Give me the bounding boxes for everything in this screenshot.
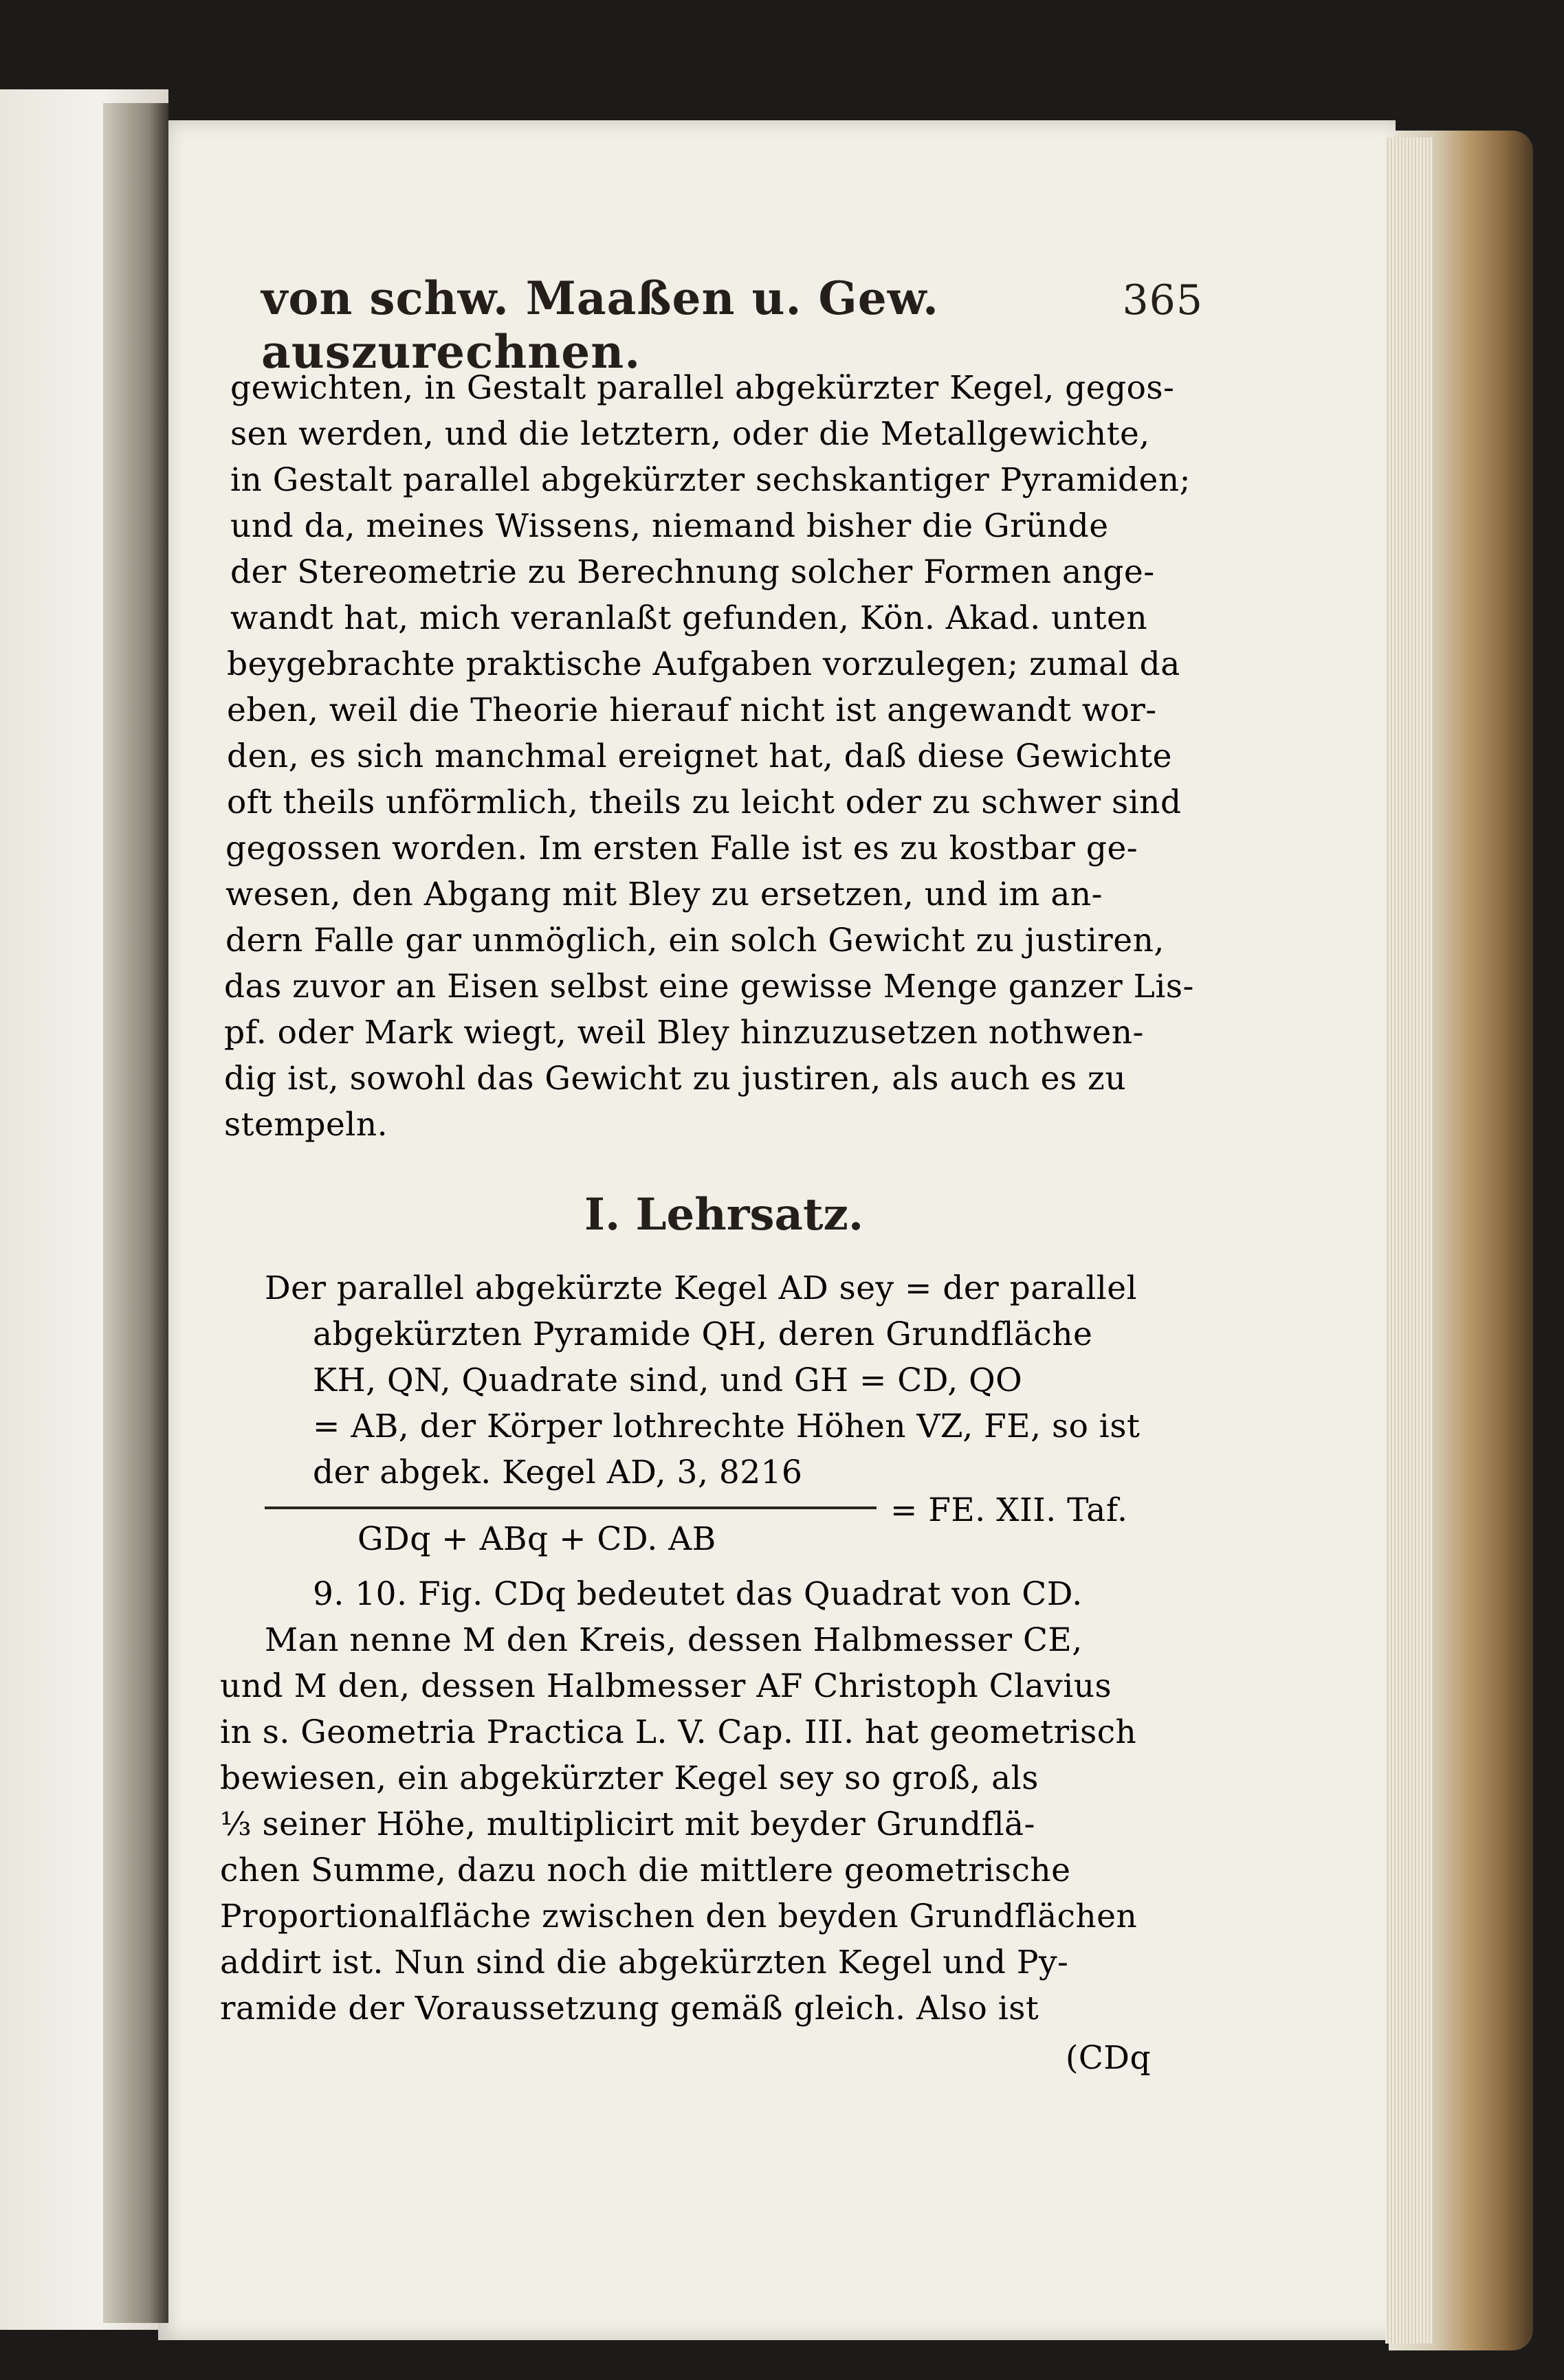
text-line: und da, meines Wissens, niemand bisher die Gründe: [230, 507, 1109, 545]
text-line: und M den, dessen Halbmesser AF Christoph Clavius: [220, 1667, 1112, 1705]
text-line: bewiesen, ein abgekürzter Kegel sey so groß, als: [220, 1759, 1039, 1797]
catchword: (CDq: [1066, 2039, 1152, 2077]
text-line: gegossen worden. Im ersten Falle ist es zu kostbar ge-: [225, 830, 1138, 867]
text-line: wesen, den Abgang mit Bley zu ersetzen, und im an-: [225, 876, 1103, 913]
text-line: in s. Geometria Practica L. V. Cap. III. hat geometrisch: [220, 1713, 1137, 1751]
text-line: eben, weil die Theorie hierauf nicht ist angewandt wor-: [227, 691, 1157, 729]
text-line: den, es sich manchmal ereignet hat, daß diese Gewichte: [227, 737, 1172, 775]
text-line: wandt hat, mich veranlaßt gefunden, Kön. Akad. unten: [230, 599, 1148, 637]
text-line: dig ist, sowohl das Gewicht zu justiren, als auch es zu: [224, 1060, 1127, 1098]
page-number: 365: [1122, 276, 1203, 324]
theorem-line: der abgek. Kegel AD, 3, 8216: [313, 1454, 803, 1491]
theorem-line: = AB, der Körper lothrechte Höhen VZ, FE, so ist: [313, 1408, 1141, 1445]
text-line: gewichten, in Gestalt parallel abgekürzter Kegel, gegos-: [230, 369, 1175, 407]
text-line: in Gestalt parallel abgekürzter sechskantiger Pyramiden;: [230, 461, 1191, 499]
page-edges: [1385, 137, 1433, 2344]
text-line: dern Falle gar unmöglich, ein solch Gewicht zu justiren,: [225, 922, 1165, 959]
theorem-title: I. Lehrsatz.: [584, 1189, 864, 1241]
fraction-denominator: GDq + ABq + CD. AB: [357, 1520, 716, 1558]
text-line: addirt ist. Nun sind die abgekürzten Kegel und Py-: [220, 1944, 1069, 1981]
gutter-shadow: [103, 103, 168, 2323]
text-line: oft theils unförmlich, theils zu leicht oder zu schwer sind: [227, 783, 1182, 821]
text-line: pf. oder Mark wiegt, weil Bley hinzuzusetzen nothwen-: [224, 1014, 1144, 1052]
text-line: chen Summe, dazu noch die mittlere geometrische: [220, 1851, 1071, 1889]
text-line: das zuvor an Eisen selbst eine gewisse Menge ganzer Lis-: [224, 968, 1194, 1005]
text-line: ⅓ seiner Höhe, multiplicirt mit beyder Grundflä-: [220, 1805, 1035, 1843]
text-line: stempeln.: [224, 1106, 388, 1144]
text-line: Proportionalfläche zwischen den beyden Grundflächen: [220, 1898, 1138, 1935]
text-line: der Stereometrie zu Berechnung solcher Formen ange-: [230, 553, 1155, 591]
running-head-title: von schw. Maaßen u. Gew. auszurechnen.: [261, 271, 939, 379]
fraction-equals: = FE. XII. Taf.: [890, 1491, 1128, 1529]
text-line: 9. 10. Fig. CDq bedeutet das Quadrat von CD.: [313, 1575, 1083, 1613]
theorem-line: KH, QN, Quadrate sind, und GH = CD, QO: [313, 1361, 1023, 1399]
text-line: sen werden, und die letztern, oder die Metallgewichte,: [230, 415, 1150, 453]
theorem-line: Der parallel abgekürzte Kegel AD sey = der parallel: [265, 1269, 1138, 1307]
text-line: Man nenne M den Kreis, dessen Halbmesser CE,: [265, 1621, 1083, 1659]
running-head: [261, 271, 1203, 379]
theorem-line: abgekürzten Pyramide QH, deren Grundfläche: [313, 1315, 1093, 1353]
fraction-bar: [265, 1506, 877, 1509]
text-line: ramide der Voraussetzung gemäß gleich. Also ist: [220, 1990, 1039, 2027]
text-line: beygebrachte praktische Aufgaben vorzulegen; zumal da: [227, 645, 1180, 683]
